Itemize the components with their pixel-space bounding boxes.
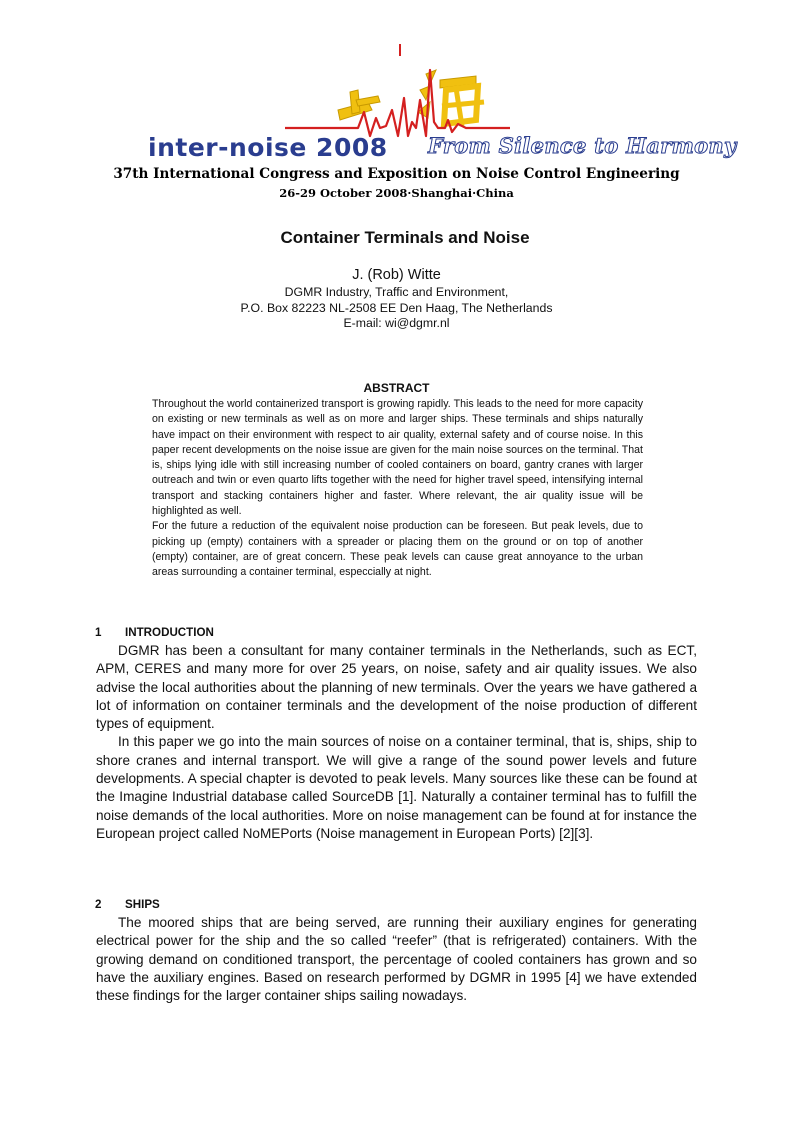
body-paragraph: DGMR has been a consultant for many container terminals in the Netherlands, such as ECT, APM, CERES and many more for over 25 years, on noise, safety and air quality issues. We also advise the local authorities about the planning of new terminals. Over the years we have gathered a lot of information on container terminals and the development of the noise production of different types of equipment.: [96, 643, 697, 732]
conference-tagline: From Silence to Harmony: [428, 133, 737, 158]
section-title: SHIPS: [125, 898, 160, 911]
author-email: E-mail: wi@dgmr.nl: [343, 316, 450, 330]
conference-wordmark: inter-noise 2008: [148, 133, 388, 162]
section-number: 2: [95, 898, 102, 911]
congress-dates: 26-29 October 2008·Shanghai·China: [279, 186, 514, 200]
author-block: [0, 266, 793, 332]
section-title: INTRODUCTION: [125, 626, 214, 639]
section-body-ships: [96, 914, 697, 1005]
author-affiliation: DGMR Industry, Traffic and Environment,: [284, 285, 509, 299]
logo-calligraphy: [338, 70, 484, 126]
paper-title: Container Terminals and Noise: [280, 228, 530, 247]
congress-title: 37th International Congress and Exposition on Noise Control Engineering: [113, 166, 680, 182]
body-paragraph: In this paper we go into the main sources of noise on a container terminal, that is, ships, ship to shore cranes and internal transport. We will give a range of the sound power levels and future developments. A special chapter is devoted to peak levels. Many sources like these can be found at the Imagine Industrial database called SourceDB [1]. Naturally a container terminal has to fulfill the noise demands of the local authorities. More on noise management can be found at for instance the European project called NoMEPorts (Noise management in European Ports) [2][3].: [96, 734, 697, 841]
section-body-introduction: [96, 642, 697, 843]
author-address: P.O. Box 82223 NL-2508 EE Den Haag, The Netherlands: [240, 300, 553, 315]
section-heading-ships: [95, 898, 160, 911]
abstract-paragraph: Throughout the world containerized transport is growing rapidly. This leads to the need for more capacity on existing or new terminals as well as on more and larger ships. These terminals and ships naturally have impact on their environment with respect to air quality, external safety and of course noise. In this paper recent developments on the noise issue are given for the main noise sources on the terminal. That is, ships lying idle with still increasing number of cooled containers on board, gantry cranes with larger outreach and twin or even quarto lifts together with the need for higher travel speed, intensifying internal transport and stacking containers higher and faster. Where relevant, the air quality issue will be highlighted as well.: [152, 398, 643, 518]
author-name: J. (Rob) Witte: [352, 267, 441, 283]
section-number: 1: [95, 626, 102, 639]
abstract-paragraph: For the future a reduction of the equivalent noise production can be foreseen. But peak levels, due to picking up (empty) containers with a spreader or placing them on the ground or on top of another (empty) container, are of great concern. These peak levels can cause great annoyance to the urban areas surrounding a container terminal, especcially at night.: [152, 520, 643, 579]
abstract-heading: ABSTRACT: [363, 381, 430, 395]
abstract-body: [152, 397, 643, 581]
body-paragraph: The moored ships that are being served, are running their auxiliary engines for generating electrical power for the ship and the so called “reefer” (that is refrigerated) containers. With the growing demand on conditioned transport, the percentage of cooled containers has grown and so have the auxiliary engines. Based on research performed by DGMR in 1995 [4] we have extended these findings for the larger container ships sailing nowadays.: [96, 915, 697, 1004]
section-heading-introduction: [95, 626, 214, 639]
